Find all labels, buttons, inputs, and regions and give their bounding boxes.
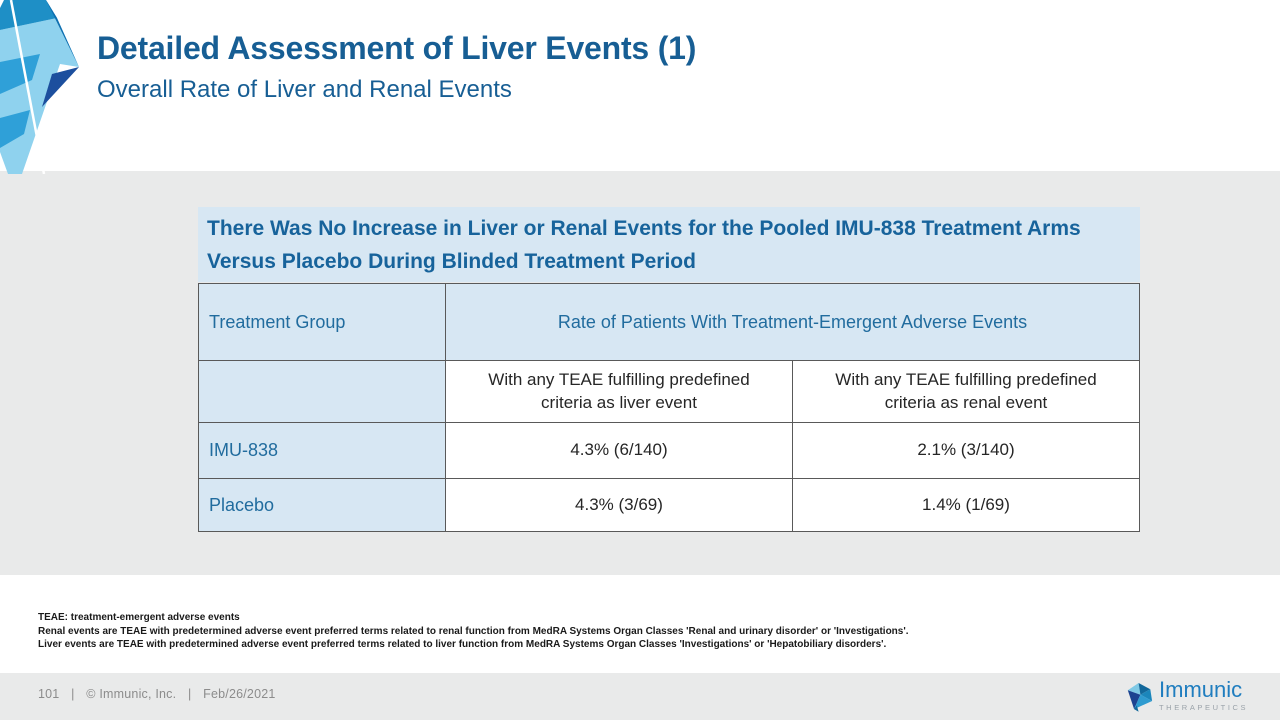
table-subheader-row <box>199 361 1140 423</box>
empty-cell <box>199 361 446 423</box>
immunic-wordmark <box>1159 679 1248 712</box>
liver-rate-value: 4.3% (6/140) <box>446 423 793 479</box>
immunic-logo <box>1126 679 1248 712</box>
table-row-placebo <box>199 479 1140 532</box>
group-label: IMU-838 <box>199 423 446 479</box>
footnote-line: Liver events are TEAE with predetermined adverse event preferred terms related to liver function from MedRA Systems Organ Classes 'Investigations' or 'Hepatobiliary disorders'. <box>38 639 887 650</box>
page-number: 101 <box>38 687 60 701</box>
separator: | <box>71 687 75 701</box>
footer-meta <box>38 687 276 701</box>
corner-gem-arrow-icon <box>0 0 86 174</box>
table-header-row <box>199 284 1140 361</box>
logo-sub-text: THERAPEUTICS <box>1159 703 1249 712</box>
group-label: Placebo <box>199 479 446 532</box>
liver-criteria-header: With any TEAE fulfilling predefined criteria as liver event <box>446 361 793 423</box>
separator: | <box>188 687 192 701</box>
teae-rate-span-header: Rate of Patients With Treatment-Emergent Adverse Events <box>446 284 1140 361</box>
immunic-gem-icon <box>1126 681 1153 712</box>
key-message-box: There Was No Increase in Liver or Renal Events for the Pooled IMU-838 Treatment Arms Versus Placebo During Blinded Treatment Period <box>198 207 1140 282</box>
footnote-line: Renal events are TEAE with predetermined adverse event preferred terms related to renal function from MedRA Systems Organ Classes 'Renal and urinary disorder' or 'Investigations'. <box>38 625 909 637</box>
footnotes <box>38 611 1188 652</box>
slide-title: Detailed Assessment of Liver Events (1) <box>97 30 697 66</box>
liver-renal-events-table <box>198 283 1140 532</box>
footer-date: Feb/26/2021 <box>203 687 276 701</box>
renal-rate-value: 2.1% (3/140) <box>793 423 1140 479</box>
copyright: © Immunic, Inc. <box>86 687 177 701</box>
liver-rate-value: 4.3% (3/69) <box>446 479 793 532</box>
renal-criteria-header: With any TEAE fulfilling predefined criteria as renal event <box>793 361 1140 423</box>
footnote-line: TEAE: treatment-emergent adverse events <box>38 612 240 623</box>
renal-rate-value: 1.4% (1/69) <box>793 479 1140 532</box>
table-row-imu838 <box>199 423 1140 479</box>
logo-brand-text: Immunic <box>1159 677 1243 702</box>
treatment-group-header: Treatment Group <box>199 284 446 361</box>
slide-subtitle: Overall Rate of Liver and Renal Events <box>97 76 512 103</box>
